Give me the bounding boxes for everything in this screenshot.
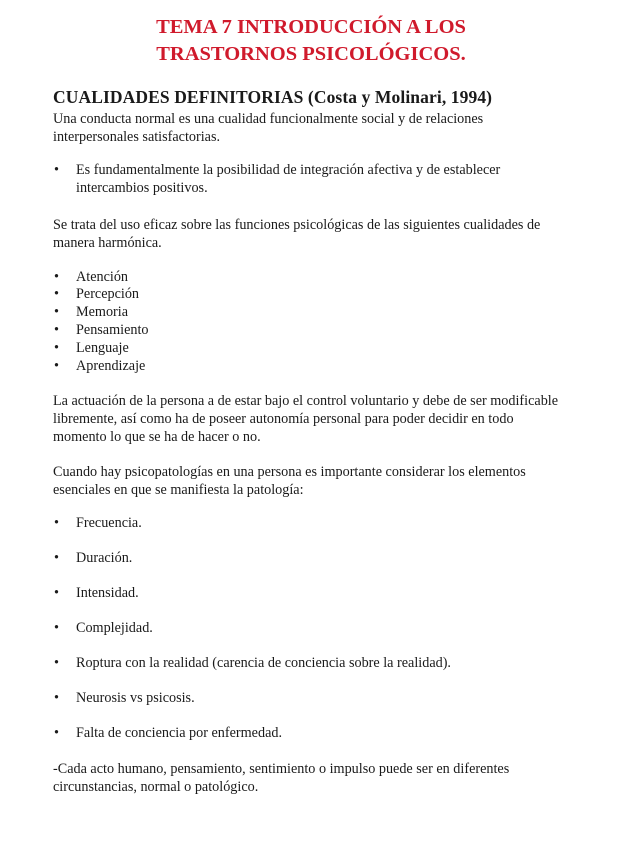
list-item: • Percepción <box>54 286 140 303</box>
list-item: • Aprendizaje <box>54 357 146 374</box>
paragraph-psychological-functions: Se trata del uso eficaz sobre las funciones psicológicas de las siguientes cualidades de manera harmónica. <box>53 216 541 251</box>
title-line-2: TRASTORNOS PSICOLÓGICOS. <box>156 43 466 65</box>
paragraph-voluntary-control: La actuación de la persona a de estar bajo el control voluntario y debe de ser modificable libremente, así como ha de poseer autonomía personal para poder decidir en todo momento lo que se ha de hacer o no. <box>53 393 559 446</box>
list-item: • Atención <box>54 268 129 285</box>
bullet-icon: • <box>54 162 59 178</box>
bullet-icon: • <box>54 725 59 742</box>
list-item: • Memoria <box>54 304 129 321</box>
bullet-icon: • <box>54 550 59 567</box>
bullet-icon: • <box>54 304 59 321</box>
bullet-icon: • <box>54 655 59 672</box>
bullet-icon: • <box>54 339 59 356</box>
qualities-list <box>53 269 569 376</box>
list-item: • Lenguaje <box>54 339 129 356</box>
paragraph-human-acts: -Cada acto humano, pensamiento, sentimiento o impulso puede ser en diferentes circunstancias, normal o patológico. <box>53 761 510 796</box>
document-title <box>53 14 569 68</box>
bullet-icon: • <box>54 515 59 532</box>
bullet-icon: • <box>54 286 59 303</box>
bullet-icon: • <box>54 690 59 707</box>
bullet-icon: • <box>54 268 59 285</box>
bullet-icon: • <box>54 357 59 374</box>
section-heading: CUALIDADES DEFINITORIAS (Costa y Molinari, 1994) <box>53 87 493 107</box>
paragraph-psychopathology: Cuando hay psicopatologías en una persona es importante considerar los elementos esenciales en que se manifiesta la patología: <box>53 464 526 499</box>
list-item: • Frecuencia. <box>54 515 142 532</box>
bullet-icon: • <box>54 321 59 338</box>
list-item: • Falta de conciencia por enfermedad. <box>54 725 283 742</box>
list-item: • Pensamiento <box>54 321 149 338</box>
list-item: • Duración. <box>54 550 133 567</box>
list-item: • Complejidad. <box>54 620 153 637</box>
list-item: • Neurosis vs psicosis. <box>54 690 195 707</box>
pathology-elements-list <box>53 515 569 743</box>
paragraph-normal-conduct: Una conducta normal es una cualidad funcionalmente social y de relaciones interpersonales satisfactorias. <box>53 111 484 145</box>
list-item: • Intensidad. <box>54 585 139 602</box>
bullet-icon: • <box>54 620 59 637</box>
list-item: • Roptura con la realidad (carencia de conciencia sobre la realidad). <box>54 655 451 672</box>
bullet-icon: • <box>54 585 59 602</box>
integration-list <box>53 162 569 198</box>
list-item: • Es fundamentalmente la posibilidad de integración afectiva y de establecer intercambios positivos. <box>54 162 501 196</box>
title-line-1: TEMA 7 INTRODUCCIÓN A LOS <box>156 16 466 38</box>
